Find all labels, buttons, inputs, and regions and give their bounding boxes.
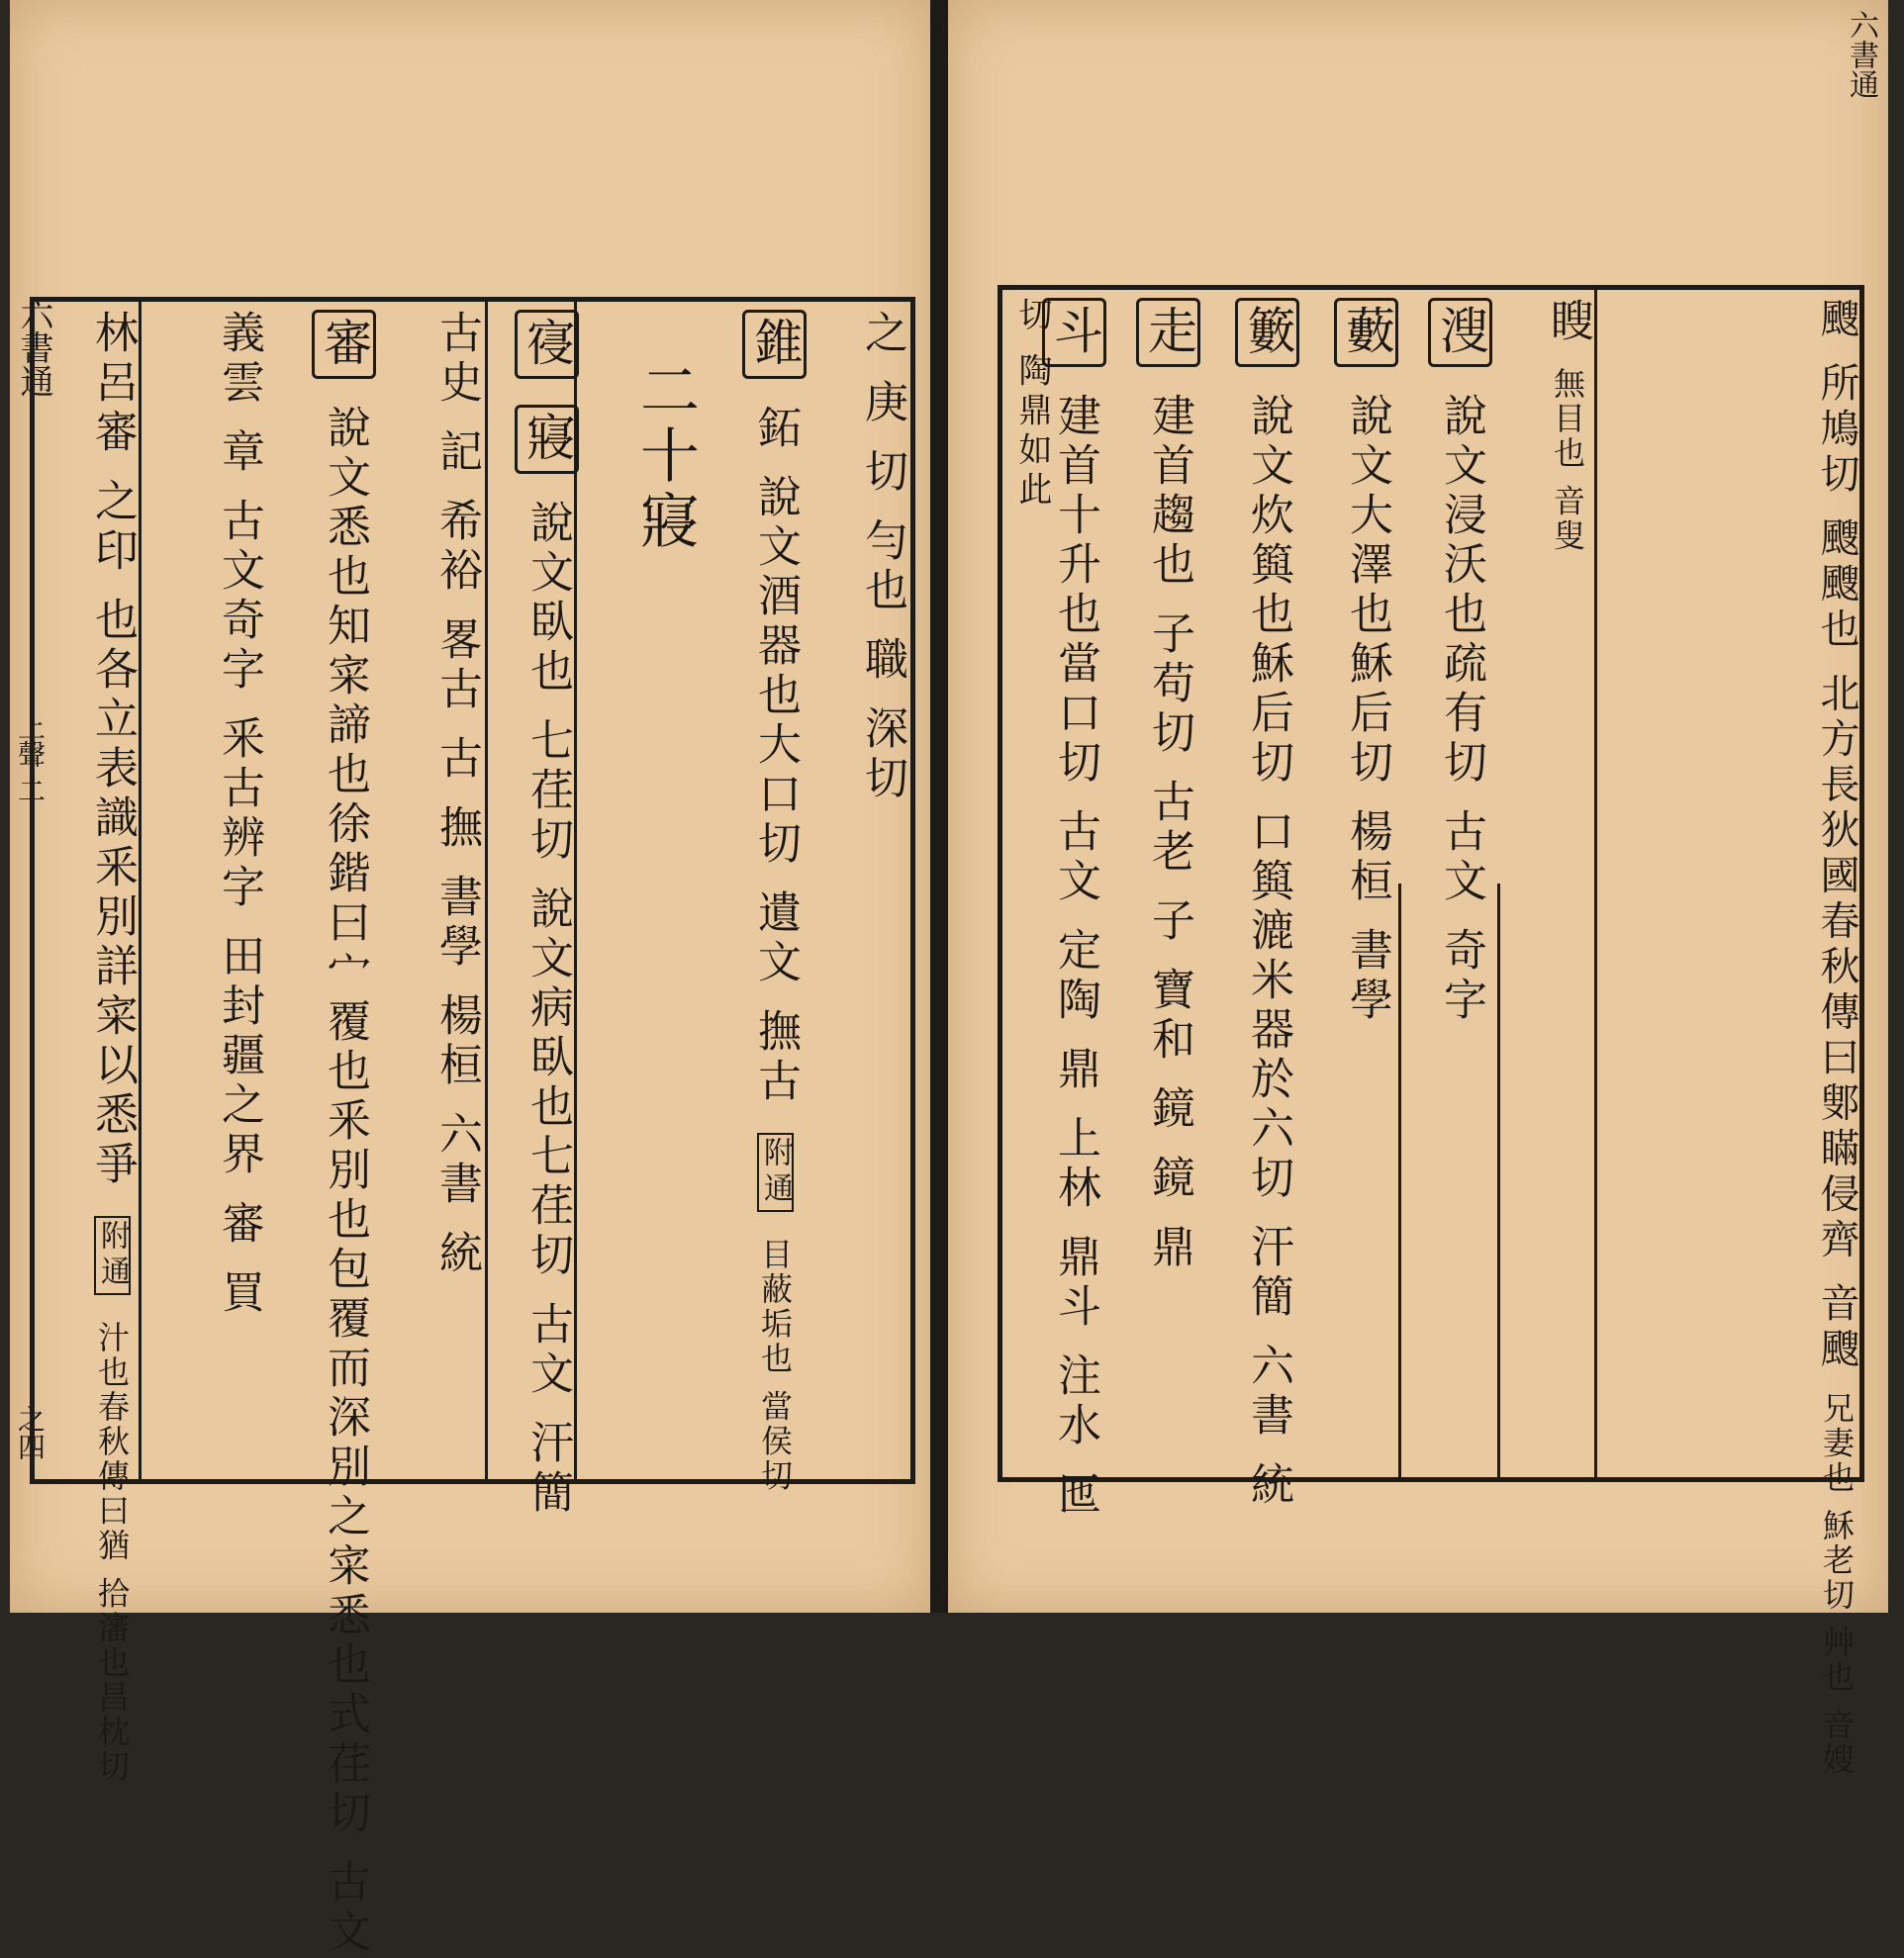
headword-box: 錐 <box>742 310 807 379</box>
column-r5 <box>1205 298 1299 1511</box>
left-margin-title: 六書通 <box>14 297 53 398</box>
column-text: 建首趨也 子苟切 古老 子 寶和 鏡 鏡 鼎 <box>1144 393 1194 1273</box>
right-page <box>948 0 1888 1778</box>
column-text: 說文大澤也穌后切 楊桓 書學 <box>1342 393 1392 1026</box>
column-text: 切 陶鼎如此 <box>1012 297 1052 512</box>
column-l8 <box>45 310 138 1785</box>
column-r2 <box>1497 298 1591 1469</box>
column-text: 說文臥也 七荏切 說文病臥也七荏切 古文 汗簡 <box>523 500 573 1519</box>
right-text-frame <box>998 285 1864 1778</box>
column-text: 義雲 章 古文奇字 釆古辨字 田封疆之界 審 買 <box>214 310 264 1319</box>
column-divider <box>1594 290 1597 1477</box>
left-text-frame <box>30 297 915 1958</box>
appendix-tag: 附通 <box>757 1133 794 1212</box>
headword-box: 寢 <box>515 405 579 474</box>
book-gutter <box>930 0 948 1613</box>
column-l4 <box>490 310 579 1519</box>
headword-box: 籔 <box>1235 298 1299 367</box>
headword-box: 斗 <box>1042 298 1106 367</box>
left-margin-page: 之四 <box>14 1405 47 1460</box>
column-divider <box>485 302 488 1479</box>
column-divider <box>1398 884 1401 1477</box>
column-text: 鉐 說文酒器也大口切 遺文 撫古 <box>750 405 801 1107</box>
headword-box: 藪 <box>1334 298 1398 367</box>
column-text: 無目也 音叟 <box>1549 367 1586 554</box>
column-text: 說文炊籅也穌后切 口籅漉米器於六切 汗簡 六書 統 <box>1243 393 1293 1511</box>
column-r4 <box>1304 298 1398 1469</box>
headword-box: 溲 <box>1428 298 1492 367</box>
headword-box: 寑 <box>515 310 579 379</box>
column-r3 <box>1403 298 1492 1469</box>
column-l1 <box>708 310 807 1494</box>
column-text: 之 庚 切 勻也 職 深切 <box>857 310 907 804</box>
column-l7 <box>153 310 262 1471</box>
appendix-tag: 附通 <box>94 1216 131 1295</box>
column-text: 說文浸沃也疏有切 古文 奇字 <box>1436 393 1486 1026</box>
left-margin-numbers: 上聲 二 <box>14 712 47 804</box>
left-page <box>10 0 930 1958</box>
column-text: 颼 所鳩切 颼颼也 北方長狄國春秋傳曰鄋瞞侵齊 音颼 <box>1814 298 1859 1373</box>
headword-box: 審 <box>312 310 376 379</box>
column-l5 <box>381 310 480 1471</box>
column-text: 林呂審 之印 也各立表識釆別詳寀以悉爭 <box>87 310 138 1190</box>
column-divider <box>139 302 142 1479</box>
column-text: 建首十升也當口切 古文 定陶 鼎 上林 鼎斗 注水 匜 <box>1050 393 1100 1521</box>
column-l6 <box>272 310 376 1958</box>
column-text: 瞍 <box>1543 298 1593 347</box>
headword-box: 走 <box>1136 298 1200 367</box>
column-tail: 汁也春秋傳曰猶 拾瀋也昌枕切 <box>93 1320 131 1785</box>
column-text: 古史 記 希裕 畧古 古 撫 書學 楊桓 六書 統 <box>431 310 482 1279</box>
column-text: 二十寢 <box>630 359 700 555</box>
column-tail: 兄妻也 穌老切 艸也 音嫂 <box>1818 1391 1856 1778</box>
right-margin-title: 六書通 <box>1844 10 1878 99</box>
column-r9 <box>1002 297 1050 1469</box>
column-tail: 目蔽垢也 當侯切 <box>756 1237 794 1494</box>
column-r1 <box>1601 298 1859 1778</box>
column-r6 <box>1109 298 1200 1469</box>
column-text: 說文悉也知寀諦也徐鍇曰宀覆也釆別也包覆而深別之寀悉也式荏切 古文 <box>320 405 370 1958</box>
column-l3 <box>589 310 698 1471</box>
column-l2 <box>811 310 905 1471</box>
